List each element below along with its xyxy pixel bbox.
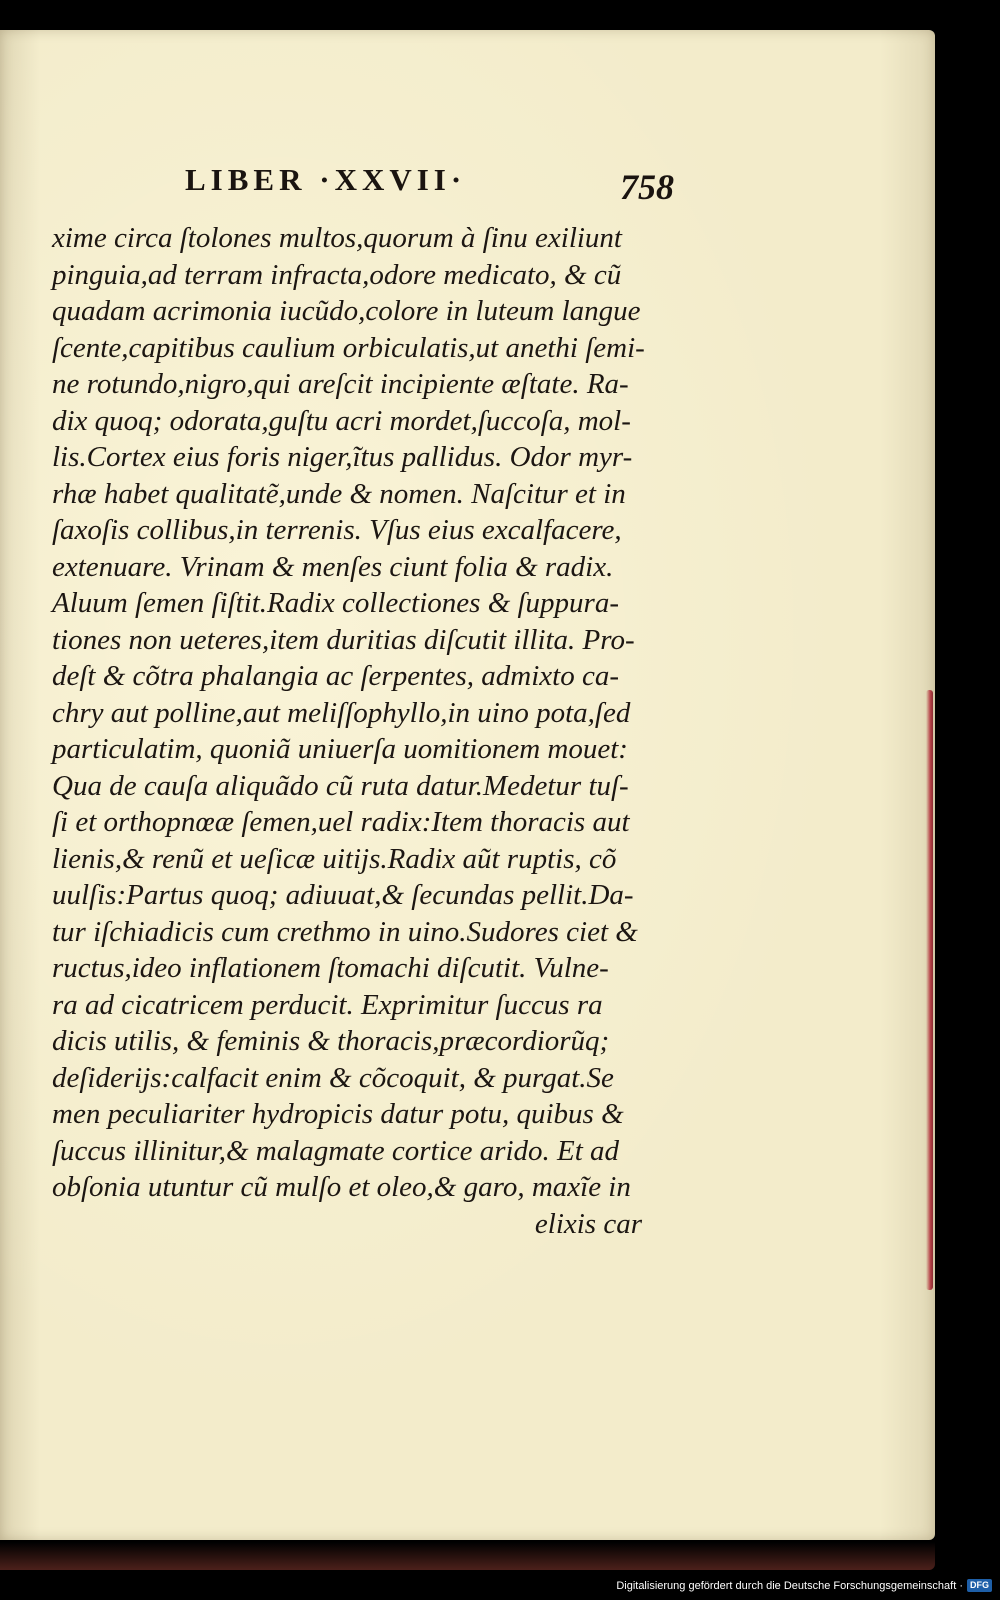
text-line: obſonia utuntur cũ mulſo et oleo,& garo, maxĩe in bbox=[52, 1171, 631, 1203]
page-header bbox=[160, 152, 680, 212]
text-line: particulatim, quoniã uniuerſa uomitionem mouet: bbox=[52, 733, 628, 765]
text-line: ſcente,capitibus caulium orbiculatis,ut anethi ſemi- bbox=[52, 331, 645, 364]
text-line: xime circa ſtolones multos,quorum à ſinu exiliunt bbox=[52, 222, 622, 254]
text-line: ſuccus illinitur,& malagmate cortice arido. Et ad bbox=[52, 1134, 620, 1167]
text-line: ſi et orthopnœæ ſemen,uel radix:Item thoracis aut bbox=[52, 806, 630, 838]
text-line: quadam acrimonia iucũdo,colore in luteum langue bbox=[52, 295, 641, 327]
credit-text: Digitalisierung gefördert durch die Deutsche Forschungsgemeinschaft · bbox=[616, 1579, 963, 1592]
text-line: ra ad cicatricem perducit. Exprimitur ſuccus ra bbox=[52, 988, 603, 1021]
text-line: extenuare. Vrinam & menſes ciunt folia & radix. bbox=[52, 550, 614, 583]
running-head: LIBER ·XXVII· bbox=[185, 162, 467, 197]
text-line: ne rotundo,nigro,qui areſcit incipiente æſtate. Ra- bbox=[52, 368, 629, 400]
text-line: tiones non ueteres,item duritias diſcutit illita. Pro- bbox=[52, 623, 635, 656]
text-line: uulſis:Partus quoq; adiuuat,& ſecundas pellit.Da- bbox=[52, 879, 634, 911]
text-line: chry aut polline,aut meliſſophyllo,in uino pota,ſed bbox=[52, 696, 631, 729]
text-line: dicis utilis, & feminis & thoracis,præcordiorũq; bbox=[52, 1025, 610, 1057]
text-line: dix quoq; odorata,guſtu acri mordet,ſuccoſa, mol- bbox=[52, 404, 631, 437]
page-bottom-edge bbox=[0, 1542, 935, 1570]
digitization-credit bbox=[616, 1579, 992, 1592]
text-line: Aluum ſemen ſiſtit.Radix collectiones & ſuppura- bbox=[52, 587, 620, 619]
dfg-logo-icon: DFG bbox=[967, 1579, 992, 1592]
text-line: ſaxoſis collibus,in terrenis. Vſus eius excalfacere, bbox=[52, 514, 622, 546]
text-line: ructus,ideo inflationem ſtomachi diſcutit. Vulne- bbox=[52, 952, 609, 984]
body-text bbox=[52, 220, 662, 1242]
text-line: deſiderijs:calfacit enim & cõcoquit, & purgat.Se bbox=[52, 1061, 614, 1094]
page-edge-decoration bbox=[926, 690, 933, 1290]
text-line: lis.Cortex eius foris niger,ĩtus pallidus. Odor myr- bbox=[52, 441, 633, 473]
book-page bbox=[0, 30, 935, 1540]
text-line: pinguia,ad terram infracta,odore medicato, & cũ bbox=[52, 258, 622, 291]
text-line: rhæ habet qualitatẽ,unde & nomen. Naſcitur et in bbox=[52, 477, 626, 510]
catchword: elixis car bbox=[534, 1207, 642, 1240]
page-number: 758 bbox=[620, 167, 674, 207]
text-line: tur iſchiadicis cum crethmo in uino.Sudores ciet & bbox=[52, 915, 638, 948]
text-line: lienis,& renũ et ueſicæ uitijs.Radix aũt ruptis, cõ bbox=[52, 842, 617, 875]
text-line: deſt & cõtra phalangia ac ſerpentes, admixto ca- bbox=[52, 660, 620, 692]
text-line: Qua de cauſa aliquãdo cũ ruta datur.Medetur tuſ- bbox=[52, 769, 629, 802]
text-line: men peculiariter hydropicis datur potu, quibus & bbox=[52, 1098, 624, 1130]
